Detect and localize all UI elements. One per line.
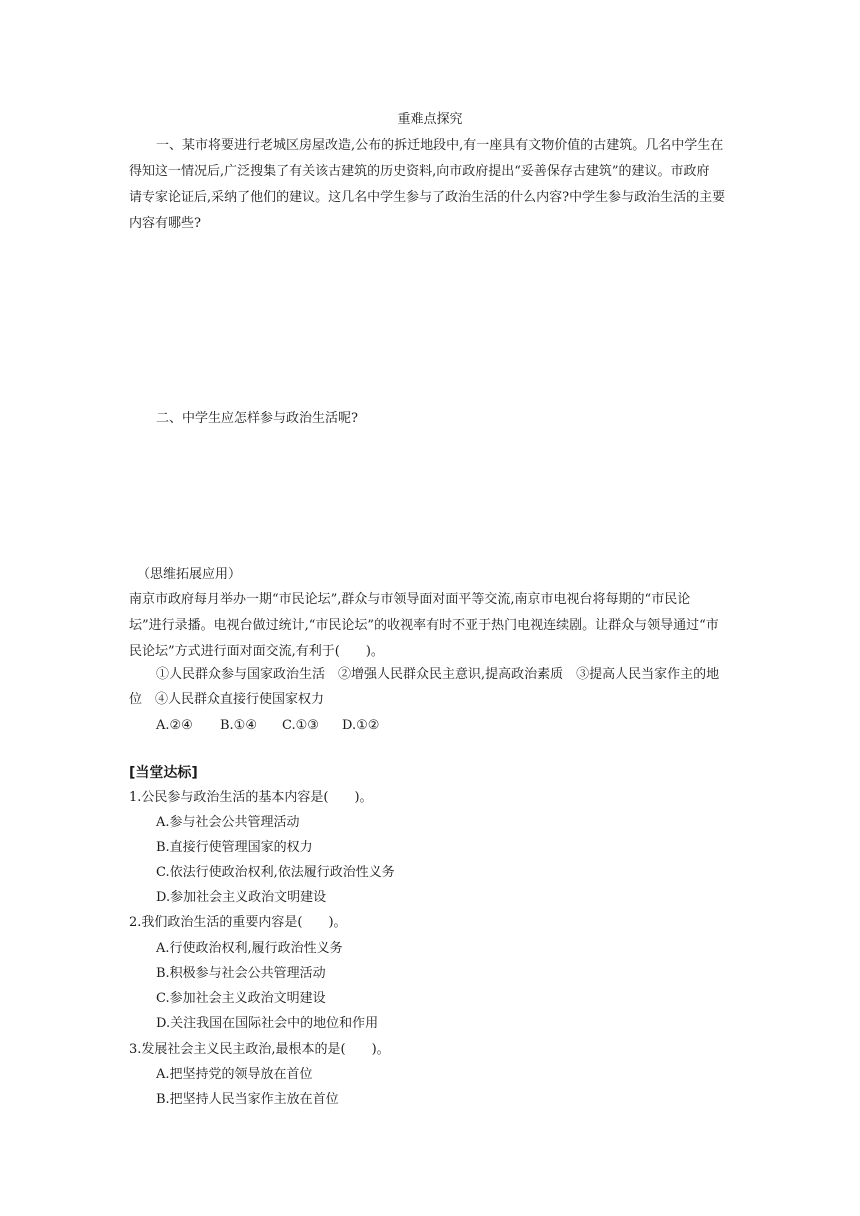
- practice-q1-option-a: A.参与社会公共管理活动: [156, 815, 300, 830]
- option-d: D.①②: [342, 718, 380, 733]
- extension-line-2: 坛”进行录播。电视台做过统计,“市民论坛”的收视率有时不亚于热门电视连续剧。让群众与领导通过“市: [129, 618, 719, 633]
- practice-q1-option-d: D.参加社会主义政治文明建设: [156, 890, 327, 905]
- extension-statements-1: ①人民群众参与国家政治生活 ②增强人民群众民主意识,提高政治素质 ③提高人民当家作主的地: [156, 667, 720, 682]
- q1-line-4: 内容有哪些?: [129, 216, 201, 231]
- practice-q3-option-a: A.把坚持党的领导放在首位: [156, 1067, 313, 1082]
- q2-text: 二、中学生应怎样参与政治生活呢?: [156, 411, 358, 426]
- option-c: C.①③: [282, 718, 319, 733]
- extension-statements-2: 位 ④人民群众直接行使国家权力: [129, 692, 325, 707]
- extension-options: [156, 717, 379, 735]
- practice-q1-option-c: C.依法行使政治权利,依法履行政治性义务: [156, 865, 395, 880]
- practice-q2-option-a: A.行使政治权利,履行政治性义务: [156, 941, 343, 956]
- q1-line-1: 一、某市将要进行老城区房屋改造,公布的拆迁地段中,有一座具有文物价值的古建筑。几名中学生在: [156, 138, 724, 153]
- option-a: A.②④: [156, 718, 193, 733]
- extension-line-3: 民论坛”方式进行面对面交流,有利于( )。: [129, 644, 384, 659]
- practice-q3-stem: 3.发展社会主义民主政治,最根本的是( )。: [129, 1042, 390, 1057]
- practice-q2-option-b: B.积极参与社会公共管理活动: [156, 966, 326, 981]
- practice-q2-option-c: C.参加社会主义政治文明建设: [156, 991, 326, 1006]
- practice-q2-option-d: D.关注我国在国际社会中的地位和作用: [156, 1016, 379, 1031]
- extension-line-1: 南京市政府每月举办一期“市民论坛”,群众与市领导面对面平等交流,南京市电视台将每期的“市民论: [129, 592, 691, 607]
- practice-q3-option-b: B.把坚持人民当家作主放在首位: [156, 1092, 339, 1107]
- extension-heading: （思维拓展应用）: [137, 567, 242, 582]
- practice-q1-stem: 1.公民参与政治生活的基本内容是( )。: [129, 790, 373, 805]
- section-title: 重难点探究: [397, 112, 463, 127]
- q1-line-2: 得知这一情况后,广泛搜集了有关该古建筑的历史资料,向市政府提出“妥善保存古建筑”的建议。市政府: [129, 164, 710, 179]
- practice-heading: [当堂达标]: [129, 765, 198, 781]
- q1-line-3: 请专家论证后,采纳了他们的建议。这几名中学生参与了政治生活的什么内容?中学生参与政治生活的主要: [129, 190, 726, 205]
- option-b: B.①④: [220, 718, 257, 733]
- practice-q1-option-b: B.直接行使管理国家的权力: [156, 840, 313, 855]
- practice-q2-stem: 2.我们政治生活的重要内容是( )。: [129, 915, 347, 930]
